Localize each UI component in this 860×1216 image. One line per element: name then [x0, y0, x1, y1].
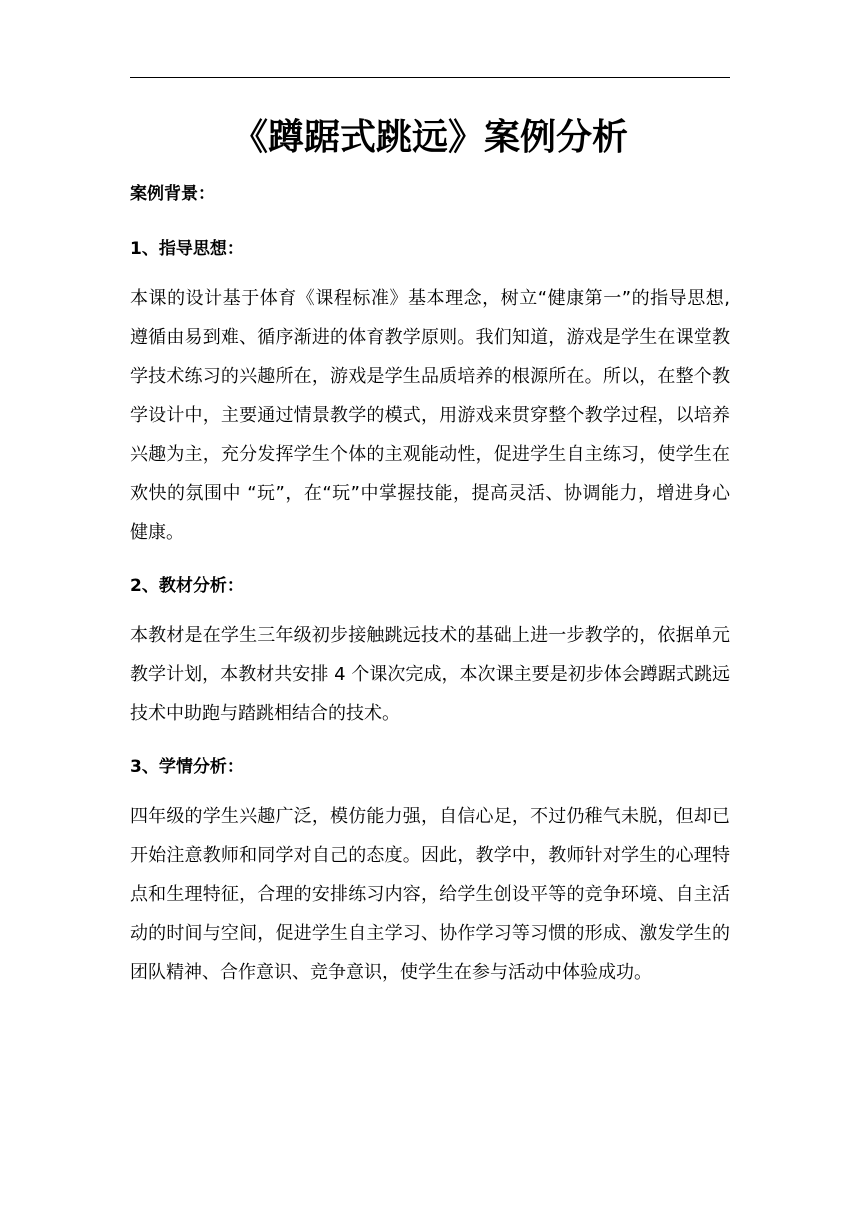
paragraph-material-analysis: 本教材是在学生三年级初步接触跳远技术的基础上进一步教学的，依据单元教学计划，本教材共安排 4 个课次完成，本次课主要是初步体会蹲踞式跳远技术中助跑与踏跳相结合的技术。 — [130, 625, 730, 724]
paragraph-guiding-ideology: 本课的设计基于体育《课程标准》基本理念，树立“健康第一”的指导思想, 遵循由易到难、循序渐进的体育教学原则。我们知道，游戏是学生在课堂教学技术练习的兴趣所在，游戏是学生品质培养的根源所在。所以，在整个教学设计中，主要通过情景教学的模式，用游戏来贯穿整个教学过程，以培养兴趣为主，充分发挥学生个体的主观能动性，促进学生自主练习，使学生在欢快的氛围中 “玩”，在“玩”中掌握技能，提高灵活、协调能力，增进身心健康。 — [130, 288, 730, 543]
section-heading-guiding-ideology: 1、指导思想： — [130, 239, 244, 259]
section-heading-background: 案例背景： — [130, 184, 215, 204]
document-body — [130, 178, 730, 992]
section-heading-student-analysis: 3、学情分析： — [130, 757, 244, 777]
paragraph-student-analysis: 四年级的学生兴趣广泛，模仿能力强，自信心足，不过仍稚气未脱，但却已开始注意教师和同学对自己的态度。因此，教学中，教师针对学生的心理特点和生理特征，合理的安排练习内容，给学生创设平等的竞争环境、自主活动的时间与空间，促进学生自主学习、协作学习等习惯的形成、激发学生的团队精神、合作意识、竞争意识，使学生在参与活动中体验成功。 — [130, 806, 730, 983]
section-heading-material-analysis: 2、教材分析： — [130, 576, 244, 596]
document-title: 《蹲踞式跳远》案例分析 — [231, 117, 628, 158]
header-rule — [130, 77, 730, 78]
